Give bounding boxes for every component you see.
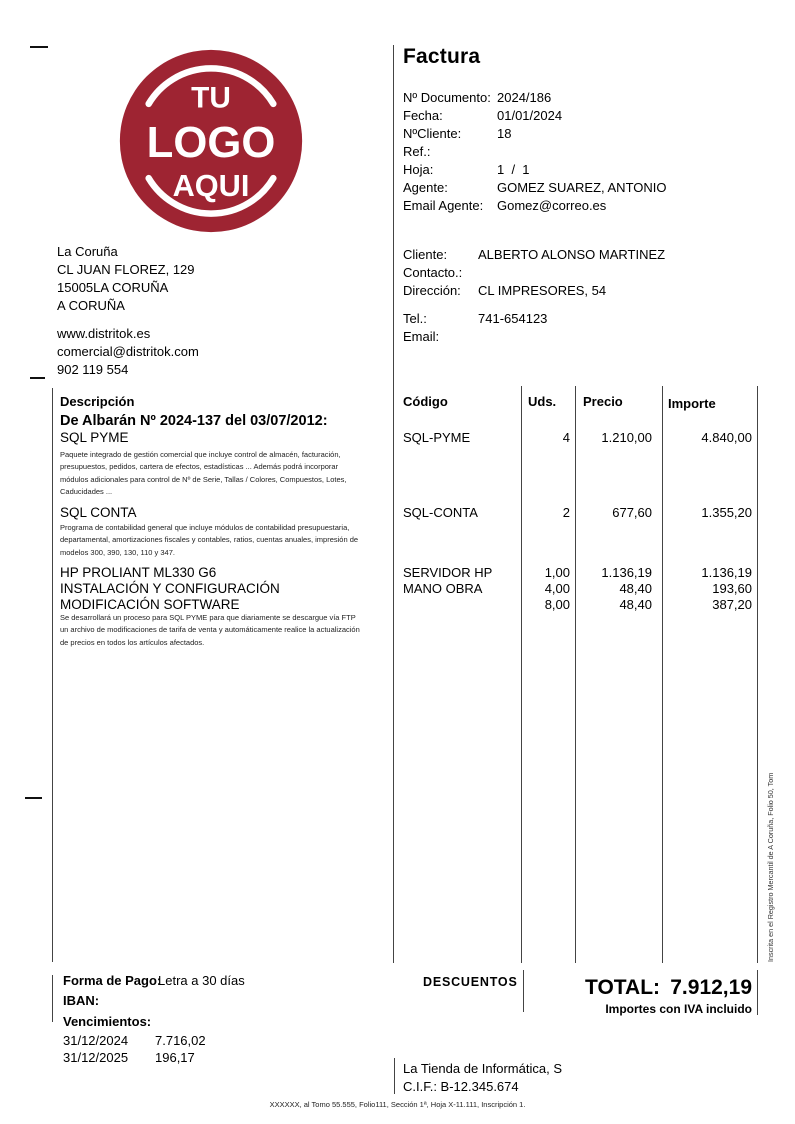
field-row-email-agente (403, 197, 763, 215)
cell-codigo: SERVIDOR HP (403, 565, 493, 580)
field-label: Dirección: (403, 283, 461, 298)
item-description-line: Paquete integrado de gestión comercial que incluye control de almacén, facturación, (60, 450, 341, 459)
cell-uds: 2 (562, 505, 570, 520)
table-row (403, 430, 752, 446)
client-row-contacto (403, 264, 763, 282)
item-description-line: un archivo de modificaciones de tarifa de venta y automáticamente realice la actualización (60, 625, 360, 635)
client-block (403, 246, 763, 346)
logo-text-logo: LOGO (146, 117, 276, 167)
cell-precio: 48,40 (619, 597, 652, 612)
vencimiento-amount: 196,17 (155, 1050, 195, 1065)
vencimiento-row (63, 1049, 383, 1066)
field-label: Hoja: (403, 162, 434, 177)
item-description-line: presupuestos, pedidos, cartera de efectos, estadísticas ... Además podrá incorporar (60, 462, 339, 472)
table-rule-importe (662, 386, 663, 963)
cell-precio: 677,60 (612, 505, 652, 520)
cell-codigo: MANO OBRA (403, 581, 483, 596)
logo-text-aqui: AQUI (172, 167, 250, 203)
company-address-block (57, 243, 199, 379)
col-header-importe: Importe (668, 396, 716, 411)
cell-uds: 4,00 (544, 581, 570, 596)
registry-line: XXXXXX, al Tomo 55.555, Folio111, Sección 1ª, Hoja X-11.111, Inscripción 1. (269, 1100, 526, 1109)
item-name: SQL PYME (60, 430, 129, 445)
client-row-direccion (403, 282, 763, 300)
item-name-line: INSTALACIÓN Y CONFIGURACIÓN (60, 581, 280, 596)
footer-company-name: La Tienda de Informática, S (403, 1061, 562, 1076)
vencimiento-date: 31/12/2025 (63, 1050, 129, 1065)
field-label: Agente: (403, 180, 448, 195)
cell-uds: 4 (562, 430, 570, 445)
item-name-line: HP PROLIANT ML330 G6 (60, 565, 217, 580)
cell-importe: 4.840,00 (701, 430, 752, 445)
registration-mark-middle (30, 377, 45, 379)
col-header-uds: Uds. (528, 394, 557, 409)
item-description (60, 449, 347, 499)
table-rule-precio (575, 386, 576, 963)
iban-label: IBAN: (63, 993, 100, 1008)
vencimientos-label: Vencimientos: (63, 1014, 152, 1029)
table-rule-desc-left (52, 388, 53, 962)
field-row-fecha (403, 107, 763, 125)
company-website: www.distritok.es (57, 326, 151, 341)
item-name-line: MODIFICACIÓN SOFTWARE (60, 597, 240, 612)
cell-importe: 387,20 (712, 597, 752, 612)
client-row-cliente (403, 246, 763, 264)
table-row (403, 597, 752, 613)
footer-left-rule (394, 1058, 395, 1094)
cell-codigo: SQL-CONTA (403, 505, 478, 520)
registration-mark-bottom (25, 797, 42, 799)
total-right-rule (757, 970, 758, 1015)
field-row-ref (403, 143, 763, 161)
field-label: Contacto.: (403, 265, 463, 280)
field-label: Ref.: (403, 144, 431, 159)
field-row-hoja (403, 161, 763, 179)
vencimiento-date: 31/12/2024 (63, 1033, 129, 1048)
field-value: 741-654123 (478, 311, 548, 326)
payment-block (63, 971, 383, 1066)
item-description (60, 612, 360, 649)
field-row-documento (403, 89, 763, 107)
company-email: comercial@distritok.com (57, 344, 199, 359)
page-title: Factura (403, 45, 481, 68)
item-description-line: Caducidades ... (60, 487, 113, 497)
cell-uds: 1,00 (544, 565, 570, 580)
spacer (57, 315, 199, 325)
main-vertical-divider (393, 45, 394, 963)
item-description-line: departamental, amortizaciones fiscales y contables, ratios, cuentas anuales, impresión de (60, 535, 359, 545)
logo-badge-icon (118, 48, 304, 234)
footer-company-block (403, 1060, 562, 1096)
col-header-codigo: Código (403, 394, 448, 409)
item-description-line: Programa de contabilidad general que incluye módulos de contabilidad presupuestaria, (60, 523, 350, 532)
field-label: Tel.: (403, 311, 427, 326)
iva-note: Importes con IVA incluido (605, 1002, 752, 1016)
field-label: Fecha: (403, 108, 443, 123)
table-row (403, 565, 752, 581)
client-row-email (403, 328, 763, 346)
field-row-cliente-num (403, 125, 763, 143)
table-row (403, 581, 752, 597)
field-value: GOMEZ SUAREZ, ANTONIO (497, 180, 667, 195)
field-label: Email: (403, 329, 440, 344)
table-rule-right (757, 386, 758, 963)
table-row (403, 505, 752, 521)
col-header-descripcion: Descripción (60, 394, 135, 409)
cell-importe: 1.136,19 (701, 565, 752, 580)
item-description-line: Se desarrollará un proceso para SQL PYME para que diariamente se descargue vía FTP (60, 613, 356, 622)
field-value: CL IMPRESORES, 54 (478, 283, 607, 298)
payment-iban-row (63, 991, 383, 1011)
company-phone: 902 119 554 (57, 362, 129, 377)
logo-text-tu: TU (191, 81, 231, 115)
forma-pago-label: Forma de Pago: (63, 973, 162, 988)
vencimientos-header-row (63, 1011, 383, 1032)
cell-precio: 1.136,19 (601, 565, 652, 580)
item-name: SQL CONTA (60, 505, 137, 520)
cell-importe: 193,60 (712, 581, 752, 596)
payment-left-rule (52, 975, 53, 1022)
side-registry-note: Inscrita en el Registro Mercantil de A Coruña, Folio 50, Tom (766, 772, 775, 962)
payment-forma-row (63, 971, 383, 991)
client-row-tel (403, 310, 763, 328)
item-description-line: de precios en todos los artículos afectados. (60, 637, 205, 647)
field-value: 1 / 1 (497, 162, 530, 177)
item-name (60, 565, 280, 613)
field-value: ALBERTO ALONSO MARTINEZ (478, 247, 666, 262)
spacer (403, 300, 763, 310)
table-rule-uds (521, 386, 522, 963)
registration-mark-top (30, 46, 48, 48)
vencimiento-amount: 7.716,02 (155, 1033, 206, 1048)
field-label: Nº Documento: (403, 90, 491, 105)
company-postal: 15005LA CORUÑA (57, 280, 169, 295)
field-value: 18 (497, 126, 512, 141)
albaran-title: De Albarán Nº 2024-137 del 03/07/2012: (60, 413, 328, 429)
col-header-precio: Precio (583, 394, 623, 409)
field-label: Email Agente: (403, 198, 484, 213)
item-description-line: módulos adicionales para control de Nº de Serie, Tallas / Colores, Compuestos, Lotes, (60, 474, 347, 484)
forma-pago-value: Letra a 30 días (158, 973, 245, 988)
item-description-line: modelos 300, 390, 130, 110 y 347. (60, 547, 175, 557)
field-label: NºCliente: (403, 126, 462, 141)
cell-uds: 8,00 (544, 597, 570, 612)
field-value: 01/01/2024 (497, 108, 563, 123)
descuentos-rule (523, 970, 524, 1012)
invoice-header-fields (403, 89, 763, 215)
cell-importe: 1.355,20 (701, 505, 752, 520)
footer-cif: C.I.F.: B-12.345.674 (403, 1079, 519, 1094)
total-value: 7.912,19 (670, 976, 752, 999)
field-row-agente (403, 179, 763, 197)
company-street: CL JUAN FLOREZ, 129 (57, 262, 195, 277)
descuentos-label: DESCUENTOS (423, 975, 518, 989)
field-label: Cliente: (403, 247, 448, 262)
cell-precio: 1.210,00 (601, 430, 652, 445)
total-label: TOTAL: (585, 976, 661, 999)
company-city: La Coruña (57, 244, 118, 259)
field-value: 2024/186 (497, 90, 552, 105)
cell-codigo: SQL-PYME (403, 430, 471, 445)
company-logo (118, 48, 304, 239)
item-description (60, 522, 358, 559)
field-value: Gomez@correo.es (497, 198, 607, 213)
cell-codigo (403, 597, 515, 613)
vencimiento-row (63, 1032, 383, 1049)
company-province: A CORUÑA (57, 298, 125, 313)
cell-precio: 48,40 (619, 581, 652, 596)
